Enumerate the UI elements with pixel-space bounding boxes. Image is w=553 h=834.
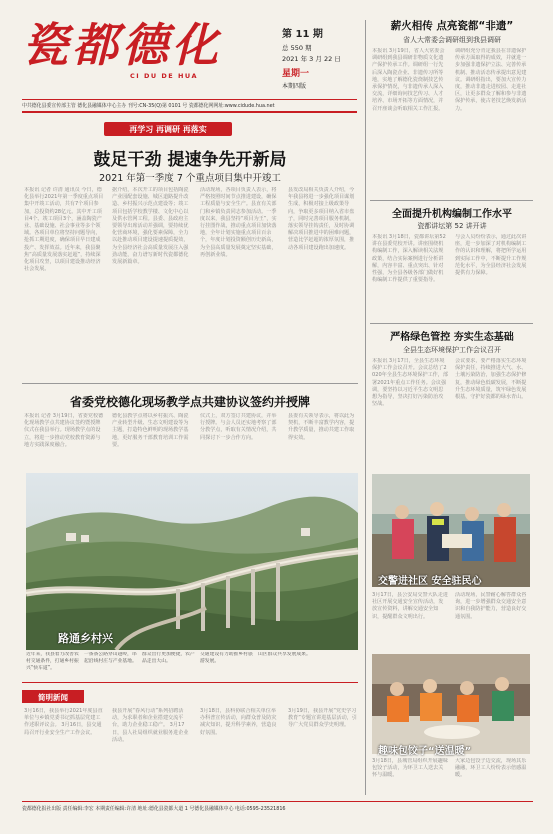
issue-box — [282, 25, 362, 90]
dumpling-photo-caption: 趣味包饺子“送温暖” — [378, 746, 472, 757]
masthead-pinyin: CI DU DE HUA — [130, 72, 199, 80]
right-article-2-sub: 瓷都讲坛第 52 讲开讲 — [417, 222, 487, 230]
lead-body-col-1: 本报讯 记者 许清 通讯员 今日，德化县举行2021年第一季度重点项目集中开竣工活动，共有7个项目参加，总投资约28亿元。其中开工项目4个、竣工项目3个，涵盖陶瓷产业、基础设施、社会事业等多个领域。各项目单位将坚持问题导向，抢抓工期进度，确保项目早日建成投产、发挥效益。近年来，我县聚焦“高质量发展落实赶超”，持续深化项目攻坚，以项目建设推动经济社会发展。 — [24, 187, 104, 273]
police-photo-text-b: 活动现场，民警耐心解答群众咨询，进一步增强群众交通安全意识和自我防护能力，营造良好交通氛围。 — [455, 592, 527, 620]
brief-col-3: 3月18日，县科协联合相关单位举办科普宣传活动，向群众普及防灾减灾知识，提升科学素养，营造良好氛围。 — [200, 708, 277, 736]
slogan-text: 再学习 再调研 再落实 — [129, 125, 207, 134]
right-article-3-sub: 全县生态环境保护工作会议召开 — [403, 346, 501, 354]
dumpling-photo — [372, 654, 530, 754]
police-photo — [372, 474, 530, 587]
right-rule-1 — [370, 200, 533, 201]
issue-weekday: 星期一 — [282, 69, 310, 79]
bridge-caption-col-5: 山区群众共享发展成果。 — [258, 652, 311, 657]
bridge-photo-caption: 路通乡村兴 — [58, 632, 113, 645]
bridge-photo-illustration — [26, 473, 358, 650]
right-article-2-body-a: 本报讯 3月18日，瓷都讲坛第52讲在县委党校开讲。讲座围绕机构编制工作，深入解读相关法规政策，结合实际案例进行分析讲解，内容丰富、重点突出、针对性强，为全县各级各部门做好机构编制工作提供了重要指导。 — [372, 234, 446, 284]
police-photo-text-a: 3月17日，县公安局交警大队走进社区开展交通安全宣传活动，发放宣传资料，讲解交通安全知识，提醒群众文明出行。 — [372, 592, 448, 620]
middle-body-col-3: 仪式上，双方签订共建协议，并举行授牌。与会人员还实地考察了部分教学点，听取有关情况介绍，共同探讨下一步合作方向。 — [200, 413, 277, 441]
right-rule-2 — [370, 323, 533, 324]
lead-rule-bottom — [22, 383, 358, 384]
masthead-rule-2 — [22, 111, 357, 113]
bridge-caption-col-4: 交通建设有力助推乡村旅游发展。 — [200, 652, 253, 664]
dumpling-photo-illustration — [372, 654, 530, 754]
masthead-rule — [22, 99, 357, 100]
right-article-2-body-b: 与会人员纷纷表示，通过此次讲座，进一步加深了对机构编制工作的认识和理解，将把所学运用到实际工作中，不断提升工作规范化水平，为全县经济社会发展提供有力保障。 — [455, 234, 527, 277]
right-article-1-body-a: 本报讯 3月19日，省人大常委会调研组到我县调研非物质文化遗产保护传承工作。调研组一行先后深入陶瓷企业、非遗传习所等地，实地了解德化瓷烧制技艺传承保护情况，与非遗传承人深入交流，详细询问技艺传习、人才培养、市场开拓等方面情况，并召开座谈会听取相关工作汇报。 — [372, 48, 445, 112]
brief-col-1: 3月16日，我县举行2021年度县直单位与乡镇党委书记抓基层党建工作述职评议会。 3月16日，县交通局召开行业安全生产工作会议。 — [24, 708, 103, 736]
right-article-2-title: 全面提升机构编制工作水平 — [392, 209, 512, 220]
bridge-caption-col-3: 群众出行更加便捷，农产品走出大山。 — [142, 652, 195, 664]
brief-label: 简明新闻 — [38, 693, 68, 702]
lead-subhead: 2021 年第一季度 7 个重点项目集中开竣工 — [99, 173, 281, 184]
lead-body-col-3: 活动现场，各项目负责人表示，将严格按照时间节点推进建设，确保工程质量与安全生产。县直有关部门和乡镇负责同志参加活动。一季度以来，我县坚持“项目为王”，实行挂图作战，推动重点项目加快落地，全年计划实施重点项目百余个，年度计划投资额创历史新高，为全县高质量发展奠定坚实基础，再创新业绩。 — [200, 187, 277, 258]
dumpling-photo-text-a: 3月18日，县城管局组织开展趣味包饺子活动，为环卫工人送去关怀与温暖。 — [372, 758, 448, 779]
brief-col-4: 3月19日，我县开展“党史学习教育”专题宣讲进基层活动，引导广大党员群众学史明理。 — [288, 708, 357, 729]
bridge-caption-col-2: 一条条公路穿山越岭，串起沿线村庄与产业基地。 — [84, 652, 137, 664]
middle-headline: 省委党校德化现场教学点共建协议签约并授牌 — [69, 395, 310, 409]
brief-col-2: 我县开展“春风行动”系列招聘活动，为求职者和企业搭建交流平台，助力企业稳工稳产。 3月17日，县人社局组织就业服务进企业活动。 — [112, 708, 189, 743]
police-photo-illustration — [372, 474, 530, 587]
issue-number: 第 11 期 — [282, 29, 323, 40]
lead-headline: 鼓足干劲 提速争先开新局 — [93, 150, 287, 170]
masthead-logo — [22, 20, 252, 70]
issue-serial: 总 550 期 — [282, 44, 312, 52]
bridge-caption-col-1: 近年来，我县着力改善农村交通条件，打通乡村振兴“快车道”。 — [26, 652, 79, 671]
dumpling-photo-text-b: 大家边包饺子边交流，现场其乐融融，环卫工人纷纷表示倍感温暖。 — [455, 758, 527, 779]
right-article-3-body-b: 会议要求，要严格落实生态环境保护责任，持续推进大气、水、土壤污染防治，加强生态保护修复，推动绿色低碳发展，不断提升生态环境质量，筑牢绿色发展根基，守护好瓷都的绿水青山。 — [455, 358, 527, 401]
right-article-1-body-b: 调研组充分肯定我县在非遗保护传承方面取得的成效，并就进一步加强非遗保护立法、完善传承机制、推动活态传承提出意见建议。调研组指出，要加大宣传力度，推动非遗走进校园、走进社区，让更多群众了解和参与非遗保护传承，使古老技艺焕发新活力。 — [455, 48, 527, 112]
middle-body-col-1: 本报讯 记者 3月19日，省委党校德化现场教学点共建协议签约暨授牌仪式在我县举行。现场教学点的设立，将进一步推动党校教育资源与地方实践深度融合。 — [24, 413, 104, 448]
issue-date: 2021 年 3 月 22 日 — [282, 55, 341, 63]
right-article-1-sub: 省人大常委会调研组到我县调研 — [403, 36, 501, 44]
lead-body-col-4: 县发改局相关负责人介绍，今年我县将进一步强化项目谋划生成，积极对接上级政策导向，争取更多项目纳入省市盘子，同时完善项目服务机制，落实领导挂钩责任，及时协调解决项目推进中的困难问题，营造比学赶超的浓厚氛围，推动各项目建设跑出加速度。 — [288, 187, 355, 251]
right-article-3-title: 严格绿色管控 夯实生态基础 — [390, 332, 514, 343]
middle-body-col-4: 县委有关领导表示，将以此为契机，不断丰富教学内容，提升教学质量，推动共建工作取得实效。 — [288, 413, 355, 441]
masthead-info-line: 中共德化县委宣传部主管 德化县融媒体中心主办 刊号:CN-35(Q)第 0101 号 瓷都德化网网址:www.cidude.hua.net — [22, 103, 275, 109]
issue-pages: 本期四版 — [282, 83, 307, 90]
bridge-photo — [26, 473, 358, 650]
middle-body-col-2: 德化县教学点将以乡村振兴、陶瓷产业转型升级、生态文明建设等为主题，打造特色鲜明的现场教学基地，更好服务干部教育培训工作需要。 — [112, 413, 189, 448]
footer-rule — [22, 801, 533, 802]
right-article-3-body-a: 本报讯 3月17日，全县生态环境保护工作会议召开。会议总结了2020年全县生态环境保护工作，部署2021年重点工作任务。会议强调，要坚持以习近平生态文明思想为指导，坚决打好污染防治攻坚战。 — [372, 358, 448, 408]
masthead-logo-text: 瓷都德化 — [22, 18, 222, 72]
police-photo-caption: 交警进社区 安全驻民心 — [378, 576, 482, 587]
right-col-divider — [365, 20, 366, 795]
lead-body-col-2: 据介绍，本次开工的项目包括陶瓷产业园配套设施、城区道路提升改造、乡村振兴示范点建设等；竣工项目包括学校教学楼、文化中心以及供水管网工程。县委、县政府主要领导出席活动并强调，要持续优化营商环境，强化要素保障，全力以赴推动项目建设提速提质提效，为全县经济社会高质量发展注入强劲动能，奋力谱写新时代瓷都德化发展新篇章。 — [112, 187, 189, 266]
footer-line: 瓷都德化报社出版 责任编辑:李宏 本期责任编辑:许清 地址:德化县瓷都大道 1 号德化县融媒体中心 电话:0595-23521816 — [22, 806, 286, 812]
brief-rule-top — [22, 682, 358, 683]
right-article-1-title: 薪火相传 点亮瓷都“非遗” — [390, 20, 514, 32]
